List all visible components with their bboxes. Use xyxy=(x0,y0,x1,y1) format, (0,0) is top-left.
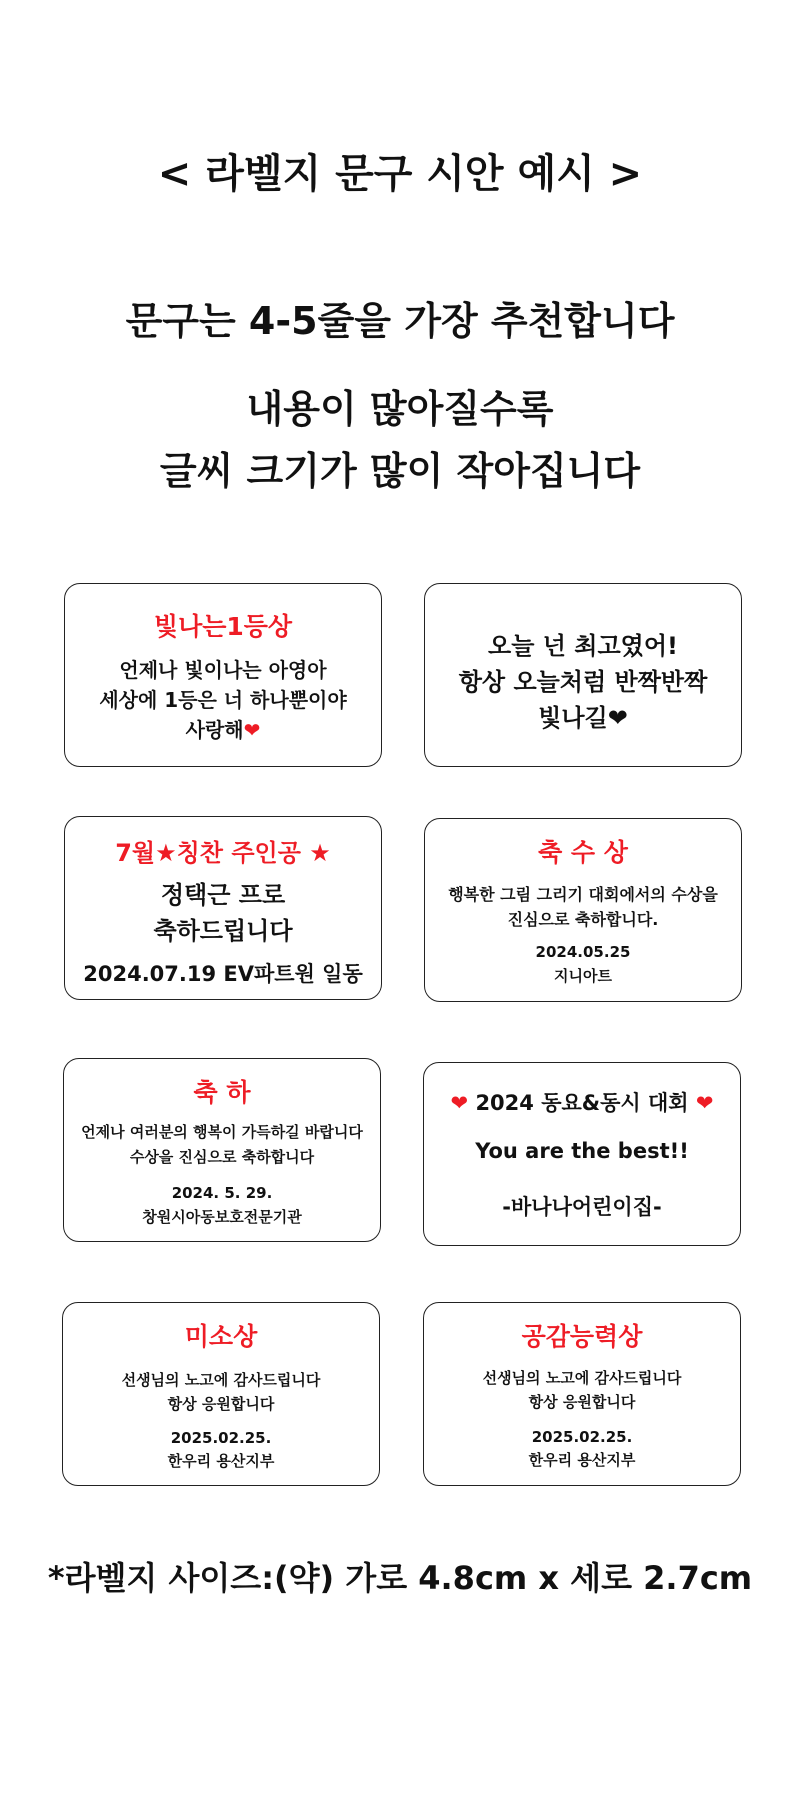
card-line: 세상에 1등은 너 하나뿐이야 xyxy=(99,688,347,712)
card-date: 2025.02.25. xyxy=(170,1429,272,1447)
heart-icon: ❤ xyxy=(607,704,628,732)
note-line-2: 글씨 크기가 많이 작아집니다 xyxy=(159,449,641,493)
card-title: 공감능력상 xyxy=(521,1322,643,1351)
card-line: You are the best!! xyxy=(475,1139,689,1163)
card-footer: 2024.07.19 EV파트원 일동 xyxy=(83,962,363,986)
card-title: 축 수 상 xyxy=(538,838,628,867)
card-date: 2024. 5. 29. xyxy=(171,1184,273,1202)
card-line: 선생님의 노고에 감사드립니다 xyxy=(121,1371,321,1389)
card-title-text: 칭찬 주인공 xyxy=(176,839,301,867)
card-title xyxy=(424,1087,740,1117)
card-sign: 창원시아동보호전문기관 xyxy=(142,1208,302,1226)
card-sign: 한우리 용산지부 xyxy=(167,1452,275,1470)
card-line: 선생님의 노고에 감사드립니다 xyxy=(482,1369,682,1387)
recommendation-line: 문구는 4-5줄을 가장 추천합니다 xyxy=(125,299,675,343)
card-line: 수상을 진심으로 축하합니다 xyxy=(129,1148,315,1166)
heart-icon: ❤ xyxy=(450,1091,469,1115)
star-icon: ★ xyxy=(155,839,177,867)
label-card xyxy=(424,818,742,1002)
note-line-1: 내용이 많아질수록 xyxy=(246,387,554,431)
label-card xyxy=(423,1062,741,1246)
label-card xyxy=(64,583,382,767)
label-card xyxy=(423,1302,741,1486)
card-sign: 한우리 용산지부 xyxy=(528,1451,636,1469)
card-line: -바나나어린이집- xyxy=(502,1195,662,1219)
card-title: 빛나는1등상 xyxy=(153,612,293,641)
page-title: < 라벨지 문구 시안 예시 > xyxy=(157,151,643,197)
card-title-month: 7월 xyxy=(115,839,156,867)
card-line-with-heart xyxy=(425,698,741,733)
card-line-with-heart xyxy=(65,714,381,743)
label-card xyxy=(62,1302,380,1486)
card-line: 진심으로 축하합니다. xyxy=(507,910,659,929)
card-line: 항상 응원합니다 xyxy=(167,1395,275,1413)
label-size-note: *라벨지 사이즈:(약) 가로 4.8cm x 세로 2.7cm xyxy=(47,1559,753,1597)
star-icon: ★ xyxy=(309,839,331,867)
card-line: 정택근 프로 xyxy=(160,881,286,909)
card-sign: 지니아트 xyxy=(554,967,612,985)
card-date: 2024.05.25 xyxy=(535,943,631,961)
heart-icon: ❤ xyxy=(695,1091,714,1115)
card-line: 항상 응원합니다 xyxy=(528,1393,636,1411)
card-line: 언제나 여러분의 행복이 가득하길 바랍니다 xyxy=(81,1123,363,1141)
card-title xyxy=(65,833,381,868)
label-card xyxy=(424,583,742,767)
card-date: 2025.02.25. xyxy=(531,1428,633,1446)
card-title-text: 2024 동요&동시 대회 xyxy=(475,1091,689,1115)
label-card xyxy=(63,1058,381,1242)
card-line: 행복한 그림 그리기 대회에서의 수상을 xyxy=(448,885,718,904)
card-line: 빛나길 xyxy=(538,704,608,732)
card-line: 오늘 넌 최고였어! xyxy=(488,632,678,660)
card-line: 축하드립니다 xyxy=(153,917,293,945)
card-line: 언제나 빛이나는 아영아 xyxy=(119,658,327,682)
card-title: 축 하 xyxy=(193,1078,251,1107)
card-line: 항상 오늘처럼 반짝반짝 xyxy=(458,668,708,696)
card-line: 사랑해 xyxy=(185,718,244,742)
card-title: 미소상 xyxy=(184,1322,258,1351)
label-card xyxy=(64,816,382,1000)
heart-icon: ❤ xyxy=(243,718,261,742)
